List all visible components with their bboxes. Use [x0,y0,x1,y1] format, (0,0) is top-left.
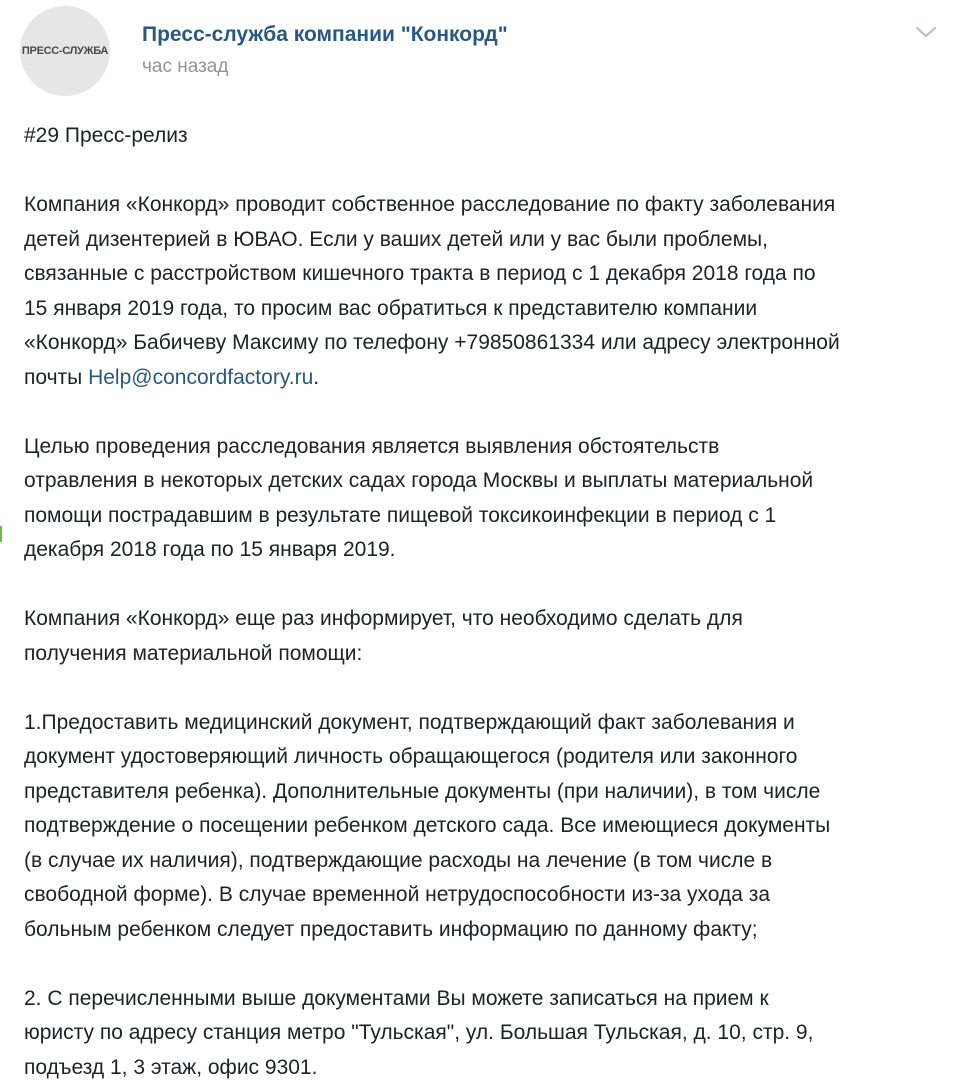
text-line: «Конкорд» Бабичеву Максиму по телефону +79850861334 или адресу электронной [24,326,944,361]
text-line: свободной форме). В случае временной нетрудоспособности из-за ухода за [24,878,944,913]
text-line: 2. С перечисленными выше документами Вы можете записаться на прием к [24,982,944,1017]
text-line: подъезд 1, 3 этаж, офис 9301. [24,1051,944,1085]
text-line: помощи пострадавшим в результате пищевой токсикоинфекции в период с 1 [24,499,944,534]
edge-marker [0,526,2,542]
avatar[interactable] [20,6,110,96]
text-line: Компания «Конкорд» еще раз информирует, что необходимо сделать для [24,602,944,637]
text-line: юристу по адресу станция метро "Тульская", ул. Большая Тульская, д. 10, стр. 9, [24,1016,944,1051]
chevron-down-icon[interactable] [912,22,940,42]
text-line: детей дизентерией в ЮВАО. Если у ваших детей или у вас были проблемы, [24,223,944,258]
text-line: 1.Предоставить медицинский документ, подтверждающий факт заболевания и [24,706,944,741]
text-line: отравления в некоторых детских садах города Москвы и выплаты материальной [24,464,944,499]
post-text [24,119,944,1085]
post-heading: #29 Пресс-релиз [24,119,944,154]
text-line: (в случае их наличия), подтверждающие расходы на лечение (в том числе в [24,844,944,879]
text-line: связанные с расстройством кишечного тракта в период с 1 декабря 2018 года по [24,257,944,292]
text-line: подтверждение о посещении ребенком детского сада. Все имеющиеся документы [24,809,944,844]
text-fragment: почты [24,366,88,389]
text-line: документ удостоверяющий личность обращающегося (родителя или законного [24,740,944,775]
text-line: Компания «Конкорд» проводит собственное расследование по факту заболевания [24,188,944,223]
author-name-link[interactable]: Пресс-служба компании "Конкорд" [142,23,508,47]
post-header [20,6,940,96]
avatar-label: ПРЕСС-СЛУЖБА [22,45,108,57]
text-line: представителя ребенка). Дополнительные документы (при наличии), в том числе [24,775,944,810]
text-line: Целью проведения расследования является выявления обстоятельств [24,430,944,465]
text-line: декабря 2018 года по 15 января 2019. [24,533,944,568]
text-line [24,361,944,396]
post-timestamp[interactable]: час назад [142,56,228,78]
text-line: 15 января 2019 года, то просим вас обратиться к представителю компании [24,292,944,327]
text-fragment: . [313,366,319,389]
text-line: получения материальной помощи: [24,637,944,672]
email-link[interactable]: Help@concordfactory.ru [88,366,313,389]
text-line: больным ребенком следует предоставить информацию по данному факту; [24,913,944,948]
